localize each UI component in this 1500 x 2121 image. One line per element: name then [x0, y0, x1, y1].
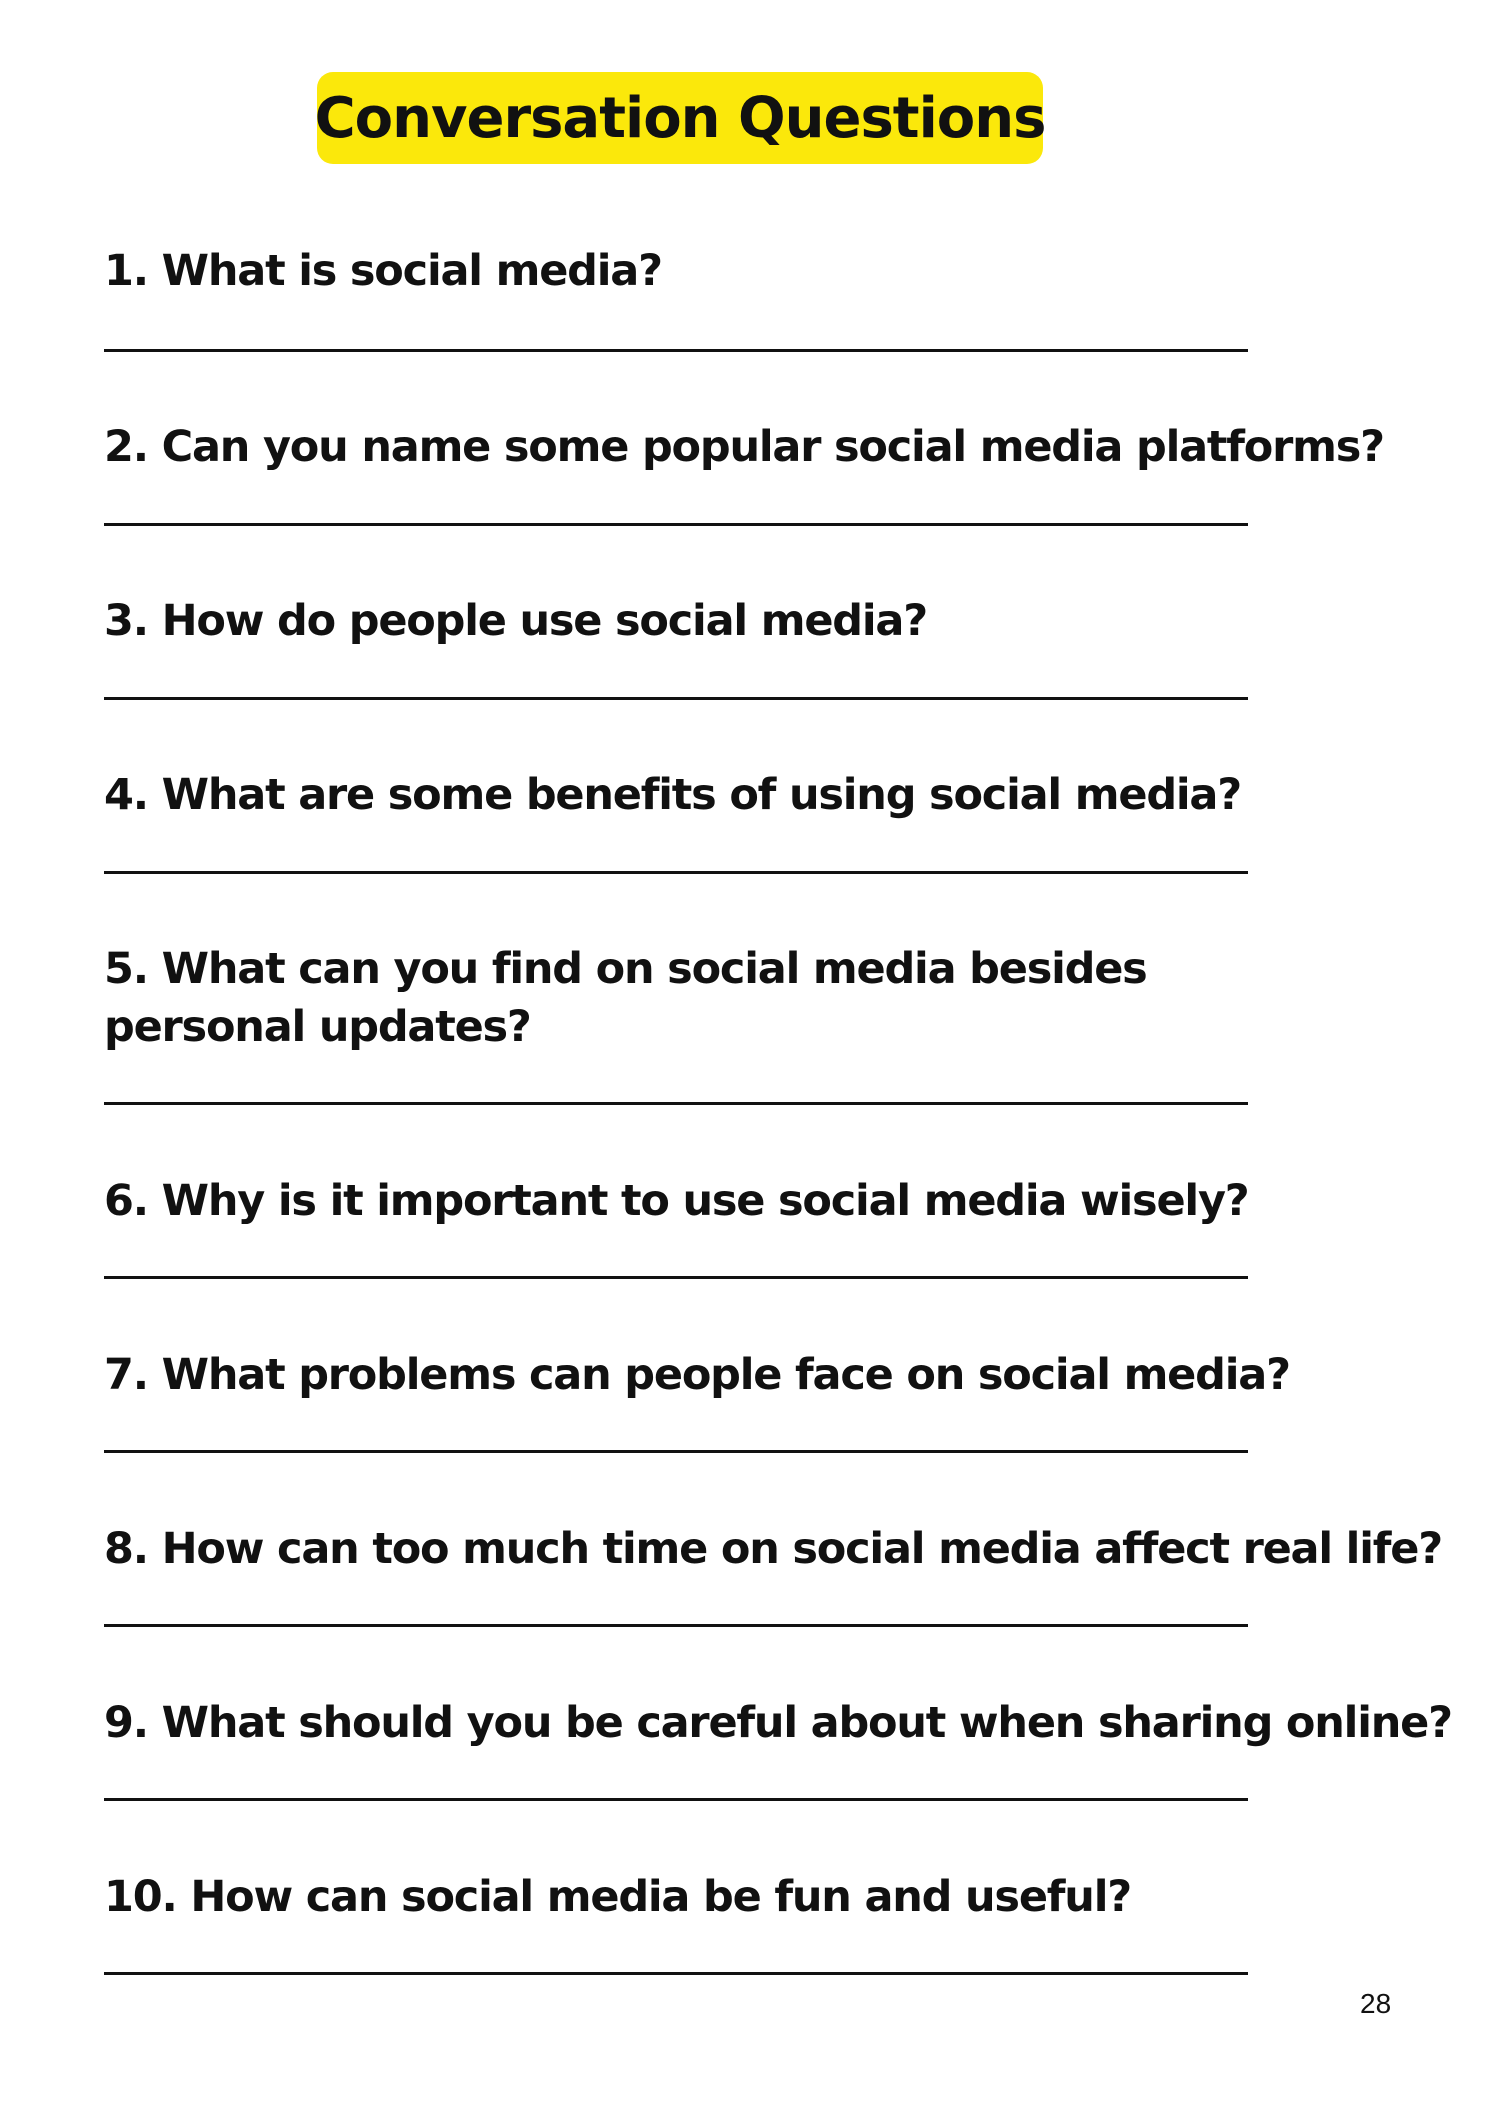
question-8 [104, 1520, 1442, 1578]
question-text: 5. What can you find on social media besides personal updates? [104, 944, 1147, 1052]
question-5 [104, 940, 1424, 1056]
question-text: 1. What is social media? [104, 246, 662, 296]
answer-line-8[interactable] [104, 1624, 1248, 1627]
answer-line-7[interactable] [104, 1450, 1248, 1453]
question-text: 10. How can social media be fun and useful? [104, 1872, 1131, 1922]
answer-line-9[interactable] [104, 1798, 1248, 1801]
answer-line-2[interactable] [104, 523, 1248, 526]
question-7 [104, 1346, 1424, 1404]
answer-line-6[interactable] [104, 1276, 1248, 1279]
question-text: 3. How do people use social media? [104, 596, 927, 646]
question-text: 8. How can too much time on social media affect real life? [104, 1524, 1442, 1574]
question-4 [104, 766, 1424, 824]
question-text: 9. What should you be careful about when sharing online? [104, 1698, 1452, 1748]
answer-line-5[interactable] [104, 1102, 1248, 1105]
title-highlight [314, 72, 1046, 164]
question-text: 6. Why is it important to use social media wisely? [104, 1176, 1249, 1226]
page-title: Conversation Questions [314, 85, 1046, 151]
question-text: 4. What are some benefits of using social media? [104, 770, 1241, 820]
page-number: 28 [1360, 1988, 1392, 2019]
answer-line-4[interactable] [104, 871, 1248, 874]
question-6 [104, 1172, 1424, 1230]
question-3 [104, 592, 1424, 650]
answer-line-3[interactable] [104, 697, 1248, 700]
question-10 [104, 1868, 1424, 1926]
answer-line-1[interactable] [104, 349, 1248, 352]
question-text: 7. What problems can people face on social media? [104, 1350, 1290, 1400]
answer-line-10[interactable] [104, 1972, 1248, 1975]
question-2 [104, 418, 1424, 476]
question-text: 2. Can you name some popular social media platforms? [104, 422, 1384, 472]
question-9 [104, 1694, 1452, 1752]
question-1 [104, 242, 1424, 300]
